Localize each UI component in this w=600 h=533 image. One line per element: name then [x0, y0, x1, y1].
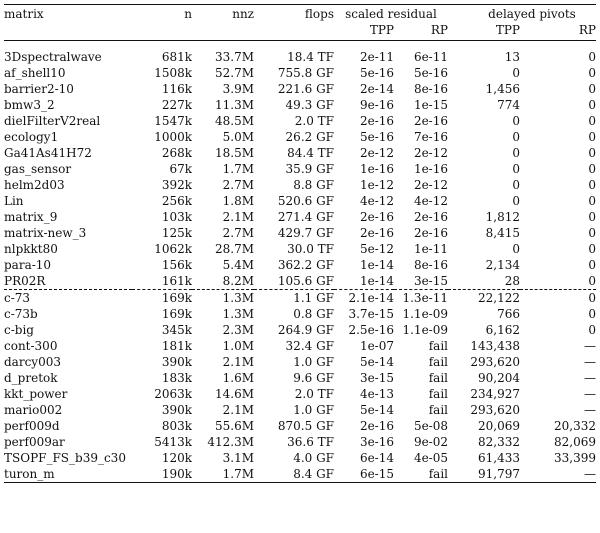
cell-pivots-rp: 20,332 [554, 419, 596, 433]
cell-n: 681k [161, 50, 192, 64]
cell-residual-rp: 3e-15 [413, 274, 448, 288]
cell-residual-rp: 6e-11 [413, 50, 448, 64]
cell-nnz: 412.3M [207, 435, 254, 449]
cell-pivots-tpp: 293,620 [470, 355, 520, 369]
cell-pivots-tpp: 91,797 [448, 466, 520, 483]
cell-matrix: Ga41As41H72 [4, 146, 92, 160]
cell-matrix: bmw3_2 [4, 98, 55, 112]
cell-pivots-rp: 0 [588, 323, 596, 337]
cell-n: 169k [132, 290, 192, 307]
cell-matrix: barrier2-10 [4, 82, 74, 96]
table-row [4, 290, 596, 307]
cell-residual-rp: 1.1e-09 [402, 307, 448, 321]
cell-pivots-rp: 0 [588, 82, 596, 96]
cell-residual-tpp: 3e-15 [359, 371, 394, 385]
cell-residual-tpp: 2e-16 [359, 210, 394, 224]
cell-flops: 271.4 GF [277, 210, 334, 224]
table-row [4, 418, 596, 434]
table-row [4, 466, 596, 483]
cell-flops: 1.0 GF [293, 355, 334, 369]
cell-matrix: matrix_9 [4, 210, 58, 224]
cell-pivots-tpp: 0 [512, 162, 520, 176]
cell-residual-tpp: 2e-12 [359, 146, 394, 160]
cell-n: 1000k [154, 130, 192, 144]
cell-flops: 520.6 GF [277, 194, 334, 208]
cell-pivots-tpp: 0 [512, 114, 520, 128]
cell-pivots-tpp: 1,812 [485, 210, 520, 224]
table-row [4, 434, 596, 450]
cell-pivots-tpp: 90,204 [478, 371, 520, 385]
header-scaled-residual: scaled residual [334, 5, 448, 23]
cell-nnz: 48.5M [214, 114, 254, 128]
cell-pivots-tpp: 774 [497, 98, 520, 112]
cell-nnz: 8.2M [222, 274, 254, 288]
cell-residual-tpp: 6e-15 [334, 466, 394, 483]
cell-pivots-rp: — [584, 355, 596, 369]
cell-residual-tpp: 2e-16 [359, 114, 394, 128]
cell-flops: 221.6 GF [277, 82, 334, 96]
cell-nnz: 1.7M [192, 466, 254, 483]
cell-flops: 1.1 GF [254, 290, 334, 307]
header-pivots-rp: RP [520, 22, 596, 41]
table-body-group-1 [4, 41, 596, 290]
cell-matrix: c-big [4, 323, 34, 337]
cell-n: 120k [161, 451, 192, 465]
cell-pivots-tpp: 766 [497, 307, 520, 321]
cell-matrix: gas_sensor [4, 162, 72, 176]
cell-pivots-rp: 0 [588, 162, 596, 176]
table-row [4, 145, 596, 161]
cell-n: 5413k [154, 435, 192, 449]
cell-nnz: 5.4M [222, 258, 254, 272]
table-row [4, 65, 596, 81]
cell-pivots-rp: 0 [520, 290, 596, 307]
cell-pivots-rp: 0 [588, 194, 596, 208]
table-row [4, 354, 596, 370]
table-row [4, 273, 596, 290]
cell-residual-rp: 7e-16 [413, 130, 448, 144]
cell-matrix: darcy003 [4, 355, 61, 369]
cell-residual-rp: 1.3e-11 [394, 290, 448, 307]
cell-flops: 32.4 GF [285, 339, 334, 353]
cell-residual-tpp: 1e-14 [359, 258, 394, 272]
table-row [4, 209, 596, 225]
cell-flops: 30.0 TF [287, 242, 334, 256]
table-row [4, 257, 596, 273]
cell-n: 116k [161, 82, 192, 96]
cell-nnz: 5.0M [222, 130, 254, 144]
cell-residual-tpp: 2e-16 [359, 419, 394, 433]
table-row [4, 306, 596, 322]
cell-residual-rp: fail [428, 371, 448, 385]
cell-n: 1547k [154, 114, 192, 128]
cell-residual-tpp: 5e-14 [359, 403, 394, 417]
cell-pivots-rp: 0 [588, 242, 596, 256]
cell-residual-rp: 2e-16 [413, 210, 448, 224]
cell-pivots-tpp: 0 [512, 242, 520, 256]
table-row [4, 177, 596, 193]
cell-residual-tpp: 5e-14 [359, 355, 394, 369]
cell-residual-rp: fail [394, 466, 448, 483]
cell-matrix: nlpkkt80 [4, 242, 58, 256]
cell-residual-tpp: 2e-14 [359, 82, 394, 96]
cell-residual-rp: 1e-16 [413, 162, 448, 176]
cell-matrix: d_pretok [4, 371, 58, 385]
cell-n: 1062k [154, 242, 192, 256]
cell-matrix: perf009ar [4, 435, 65, 449]
table-row [4, 225, 596, 241]
cell-n: 190k [132, 466, 192, 483]
cell-n: 169k [161, 307, 192, 321]
cell-pivots-tpp: 28 [504, 274, 520, 288]
cell-matrix: dielFilterV2real [4, 114, 101, 128]
cell-flops: 870.5 GF [277, 419, 334, 433]
cell-residual-rp: 1.1e-09 [402, 323, 448, 337]
cell-residual-tpp: 3.7e-15 [348, 307, 394, 321]
cell-flops: 36.6 TF [287, 435, 334, 449]
cell-pivots-rp: 0 [588, 307, 596, 321]
cell-pivots-tpp: 8,415 [485, 226, 520, 240]
cell-residual-tpp: 2.5e-16 [348, 323, 394, 337]
cell-pivots-rp: 0 [588, 66, 596, 80]
cell-pivots-tpp: 234,927 [470, 387, 520, 401]
cell-pivots-rp: 0 [588, 98, 596, 112]
cell-residual-tpp: 5e-16 [359, 66, 394, 80]
table-row [4, 386, 596, 402]
cell-pivots-tpp: 13 [504, 50, 520, 64]
cell-n: 103k [161, 210, 192, 224]
cell-n: 392k [161, 178, 192, 192]
cell-matrix: perf009d [4, 419, 60, 433]
cell-residual-rp: fail [428, 339, 448, 353]
table-row [4, 129, 596, 145]
cell-matrix: matrix-new_3 [4, 226, 87, 240]
cell-nnz: 14.6M [214, 387, 254, 401]
cell-flops: 84.4 TF [287, 146, 334, 160]
cell-residual-rp: fail [428, 387, 448, 401]
cell-n: 181k [161, 339, 192, 353]
cell-pivots-rp: — [584, 371, 596, 385]
table-row [4, 402, 596, 418]
cell-nnz: 1.6M [222, 371, 254, 385]
cell-n: 2063k [154, 387, 192, 401]
table-row [4, 49, 596, 65]
cell-residual-tpp: 2e-11 [359, 50, 394, 64]
cell-pivots-tpp: 0 [512, 146, 520, 160]
cell-flops: 429.7 GF [277, 226, 334, 240]
cell-residual-rp: 8e-16 [413, 258, 448, 272]
cell-nnz: 2.3M [222, 323, 254, 337]
cell-pivots-tpp: 0 [512, 194, 520, 208]
cell-residual-tpp: 4e-13 [359, 387, 394, 401]
cell-residual-rp: 5e-16 [413, 66, 448, 80]
cell-pivots-tpp: 22,122 [448, 290, 520, 307]
cell-matrix: ecology1 [4, 130, 59, 144]
cell-matrix: kkt_power [4, 387, 68, 401]
cell-nnz: 52.7M [214, 66, 254, 80]
cell-matrix: c-73b [4, 307, 38, 321]
cell-residual-tpp: 1e-12 [359, 178, 394, 192]
cell-pivots-rp: 0 [588, 258, 596, 272]
cell-flops: 264.9 GF [277, 323, 334, 337]
table-row [4, 322, 596, 338]
table-body-group-2 [4, 290, 596, 483]
cell-nnz: 1.8M [222, 194, 254, 208]
cell-nnz: 11.3M [214, 98, 254, 112]
cell-pivots-tpp: 1,456 [485, 82, 520, 96]
header-nnz: nnz [192, 5, 254, 23]
cell-matrix: para-10 [4, 258, 52, 272]
cell-n: 67k [169, 162, 192, 176]
cell-residual-tpp: 2e-16 [359, 226, 394, 240]
table-row [4, 161, 596, 177]
cell-n: 345k [161, 323, 192, 337]
cell-pivots-tpp: 82,332 [478, 435, 520, 449]
cell-residual-rp: 4e-05 [413, 451, 448, 465]
cell-pivots-rp: — [584, 339, 596, 353]
cell-flops: 2.0 TF [294, 114, 334, 128]
cell-matrix: PR02R [4, 274, 46, 288]
cell-residual-rp: 4e-12 [413, 194, 448, 208]
cell-n: 125k [161, 226, 192, 240]
cell-nnz: 28.7M [214, 242, 254, 256]
cell-flops: 105.6 GF [277, 274, 334, 288]
cell-pivots-rp: 0 [588, 226, 596, 240]
cell-nnz: 33.7M [214, 50, 254, 64]
table-row [4, 450, 596, 466]
cell-pivots-rp: 0 [588, 130, 596, 144]
cell-flops: 2.0 TF [294, 387, 334, 401]
cell-flops: 1.0 GF [293, 403, 334, 417]
cell-pivots-rp: 0 [588, 50, 596, 64]
cell-pivots-rp: — [584, 403, 596, 417]
header-delayed-pivots: delayed pivots [448, 5, 596, 23]
cell-flops: 26.2 GF [285, 130, 334, 144]
cell-nnz: 3.9M [222, 82, 254, 96]
cell-matrix: TSOPF_FS_b39_c30 [4, 451, 126, 465]
cell-pivots-rp: 0 [588, 178, 596, 192]
cell-nnz: 55.6M [214, 419, 254, 433]
table-row [4, 338, 596, 354]
cell-pivots-tpp: 2,134 [485, 258, 520, 272]
cell-residual-rp: 2e-12 [413, 146, 448, 160]
cell-matrix: mario002 [4, 403, 63, 417]
cell-pivots-rp: — [520, 466, 596, 483]
header-residual-tpp: TPP [334, 22, 394, 41]
cell-nnz: 1.3M [192, 290, 254, 307]
cell-residual-tpp: 1e-07 [359, 339, 394, 353]
cell-nnz: 2.1M [222, 355, 254, 369]
cell-matrix: af_shell10 [4, 66, 66, 80]
cell-flops: 8.4 GF [254, 466, 334, 483]
cell-flops: 4.0 GF [293, 451, 334, 465]
header-pivots-tpp: TPP [448, 22, 520, 41]
cell-nnz: 18.5M [214, 146, 254, 160]
results-table [4, 4, 596, 483]
cell-flops: 9.6 GF [293, 371, 334, 385]
cell-nnz: 1.0M [222, 339, 254, 353]
table-row [4, 113, 596, 129]
header-row-1 [4, 5, 596, 23]
cell-residual-tpp: 6e-14 [359, 451, 394, 465]
cell-nnz: 1.3M [222, 307, 254, 321]
cell-flops: 362.2 GF [277, 258, 334, 272]
cell-n: 227k [161, 98, 192, 112]
cell-pivots-rp: — [584, 387, 596, 401]
header-flops: flops [254, 5, 334, 23]
cell-pivots-tpp: 61,433 [478, 451, 520, 465]
table-row [4, 193, 596, 209]
cell-n: 390k [161, 355, 192, 369]
cell-pivots-rp: 0 [588, 274, 596, 288]
cell-pivots-tpp: 143,438 [470, 339, 520, 353]
cell-pivots-tpp: 6,162 [485, 323, 520, 337]
cell-pivots-tpp: 0 [512, 130, 520, 144]
cell-residual-rp: 9e-02 [413, 435, 448, 449]
cell-n: 183k [161, 371, 192, 385]
cell-residual-rp: 2e-12 [413, 178, 448, 192]
cell-residual-rp: fail [428, 355, 448, 369]
cell-pivots-tpp: 0 [512, 66, 520, 80]
cell-pivots-tpp: 0 [512, 178, 520, 192]
cell-n: 161k [161, 274, 192, 288]
cell-matrix: Lin [4, 194, 24, 208]
cell-pivots-rp: 0 [588, 146, 596, 160]
cell-nnz: 3.1M [222, 451, 254, 465]
cell-nnz: 2.1M [222, 403, 254, 417]
cell-residual-tpp: 1e-14 [359, 274, 394, 288]
cell-matrix: turon_m [4, 466, 132, 483]
table-row [4, 97, 596, 113]
cell-pivots-rp: 0 [588, 210, 596, 224]
cell-nnz: 2.7M [222, 226, 254, 240]
cell-residual-tpp: 5e-12 [359, 242, 394, 256]
cell-residual-rp: 5e-08 [413, 419, 448, 433]
table-row [4, 241, 596, 257]
cell-flops: 18.4 TF [287, 50, 334, 64]
cell-flops: 0.8 GF [293, 307, 334, 321]
cell-n: 1508k [154, 66, 192, 80]
cell-n: 390k [161, 403, 192, 417]
cell-matrix: cont-300 [4, 339, 58, 353]
cell-n: 803k [161, 419, 192, 433]
cell-pivots-rp: 82,069 [554, 435, 596, 449]
cell-nnz: 2.7M [222, 178, 254, 192]
cell-residual-rp: 8e-16 [413, 82, 448, 96]
table-row [4, 81, 596, 97]
cell-residual-tpp: 1e-16 [359, 162, 394, 176]
header-n: n [132, 5, 192, 23]
header-matrix: matrix [4, 5, 132, 23]
cell-matrix: 3Dspectralwave [4, 50, 102, 64]
cell-nnz: 1.7M [222, 162, 254, 176]
header-residual-rp: RP [394, 22, 448, 41]
cell-pivots-tpp: 20,069 [478, 419, 520, 433]
cell-flops: 35.9 GF [285, 162, 334, 176]
cell-residual-rp: 2e-16 [413, 114, 448, 128]
cell-pivots-rp: 33,399 [554, 451, 596, 465]
cell-pivots-rp: 0 [588, 114, 596, 128]
cell-flops: 755.8 GF [277, 66, 334, 80]
cell-n: 156k [161, 258, 192, 272]
cell-residual-rp: fail [428, 403, 448, 417]
cell-matrix: helm2d03 [4, 178, 65, 192]
cell-pivots-tpp: 293,620 [470, 403, 520, 417]
cell-residual-rp: 1e-15 [413, 98, 448, 112]
header-row-2 [4, 22, 596, 41]
cell-residual-tpp: 2.1e-14 [334, 290, 394, 307]
cell-nnz: 2.1M [222, 210, 254, 224]
cell-residual-tpp: 3e-16 [359, 435, 394, 449]
cell-residual-rp: 2e-16 [413, 226, 448, 240]
table-row [4, 370, 596, 386]
cell-n: 268k [161, 146, 192, 160]
cell-residual-rp: 1e-11 [413, 242, 448, 256]
cell-matrix: c-73 [4, 290, 132, 307]
cell-residual-tpp: 4e-12 [359, 194, 394, 208]
cell-n: 256k [161, 194, 192, 208]
cell-flops: 49.3 GF [285, 98, 334, 112]
cell-residual-tpp: 5e-16 [359, 130, 394, 144]
cell-flops: 8.8 GF [293, 178, 334, 192]
cell-residual-tpp: 9e-16 [359, 98, 394, 112]
